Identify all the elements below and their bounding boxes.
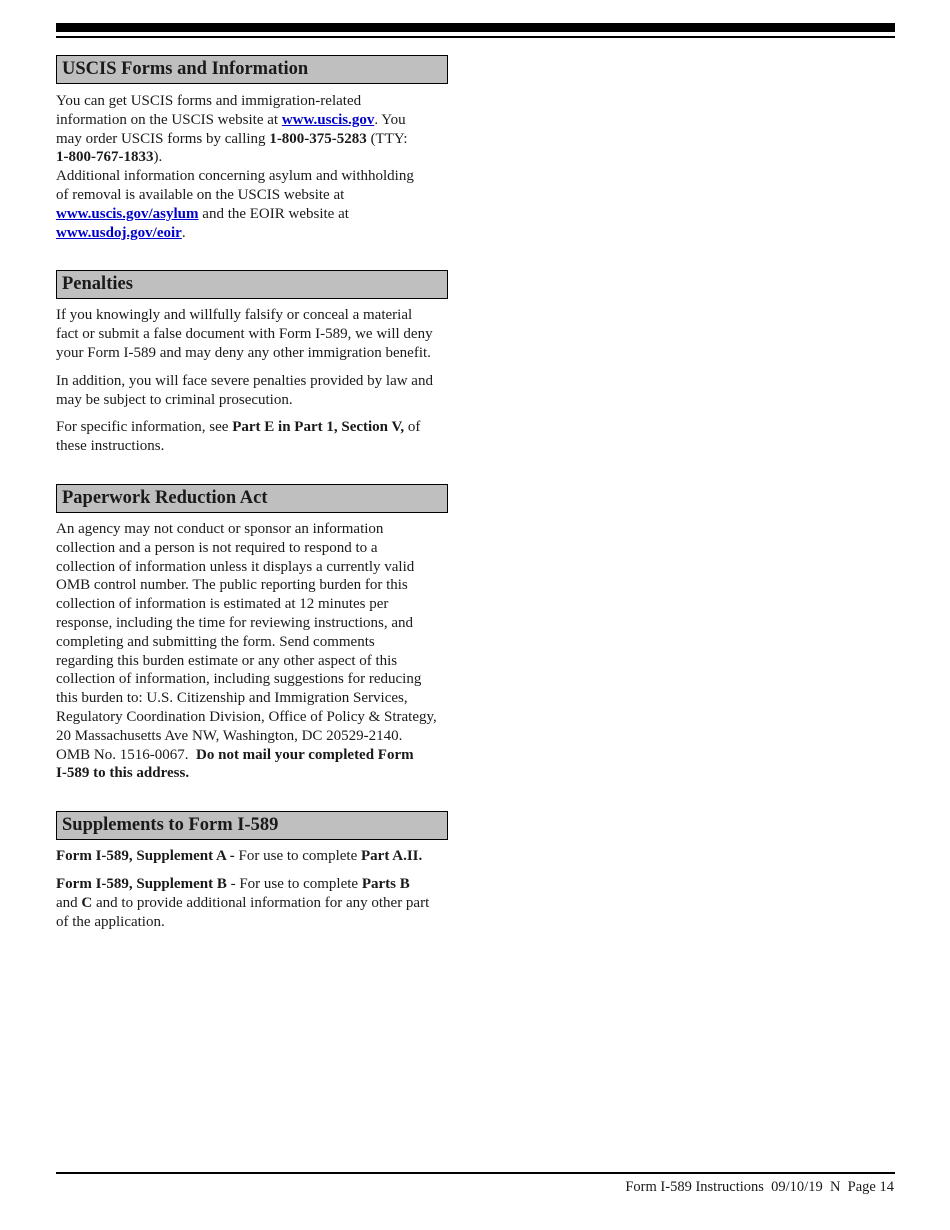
bottom-rule [56, 1172, 895, 1174]
uscis-asylum-link[interactable]: www.uscis.gov/asylum [56, 205, 199, 222]
penalties-paragraph-3: For specific information, see Part E in Part 1, Section V, of these instructions. [56, 419, 421, 455]
top-rule-thick [56, 23, 895, 32]
section-heading-penalties: Penalties [56, 270, 448, 299]
section-heading-paperwork: Paperwork Reduction Act [56, 484, 448, 513]
top-rule-thin [56, 36, 895, 38]
paperwork-paragraph: An agency may not conduct or sponsor an information collection and a person is not required to respond to a collection of information unless it displays a currently valid OMB control number. The public reporting burden for this collection of information is estimated at 12 minutes per response, including the time for reviewing instructions, and completing and submitting the form. Send comments regarding this burden estimate or any other aspect of this collection of information, including suggestions for reducing this burden to: U.S. Citizenship and Immigration Services, Regulatory Coordination Division, Office of Policy & Strategy, 20 Massachusetts Ave NW, Washington, DC 20529-2140. OMB No. 1516-0067. Do not mail your completed Form I-589 to this address. [56, 520, 437, 782]
section-heading-forms-info: USCIS Forms and Information [56, 55, 448, 84]
tty-phone-number: 1-800-767-1833 [56, 149, 154, 166]
forms-info-paragraph-1: You can get USCIS forms and immigration-related information on the USCIS website at www.uscis.gov. You may order USCIS forms by calling 1-800-375-5283 (TTY: 1-800-767-1833). [56, 93, 408, 166]
uscis-phone-number: 1-800-375-5283 [269, 130, 367, 147]
eoir-link[interactable]: www.usdoj.gov/eoir [56, 224, 182, 241]
supplement-b-paragraph: Form I-589, Supplement B - For use to complete Parts B and C and to provide additional information for any other part of the application. [56, 875, 430, 930]
left-column [56, 55, 448, 931]
uscis-website-link[interactable]: www.uscis.gov [281, 111, 375, 128]
forms-info-paragraph-2: Additional information concerning asylum and withholding of removal is available on the USCIS website at www.uscis.gov/asylum and the EOIR website at www.usdoj.gov/eoir. [56, 168, 414, 241]
penalties-paragraph-2: In addition, you will face severe penalties provided by law and may be subject to criminal prosecution. [56, 372, 433, 408]
penalties-paragraph-1: If you knowingly and willfully falsify or conceal a material fact or submit a false document with Form I-589, we will deny your Form I-589 and may deny any other immigration benefit. [56, 307, 433, 361]
section-heading-supplements: Supplements to Form I-589 [56, 811, 448, 840]
page-footer: Form I-589 Instructions 09/10/19 N Page 14 [625, 1179, 894, 1195]
supplement-a-paragraph: Form I-589, Supplement A - For use to complete Part A.II. [56, 848, 423, 865]
